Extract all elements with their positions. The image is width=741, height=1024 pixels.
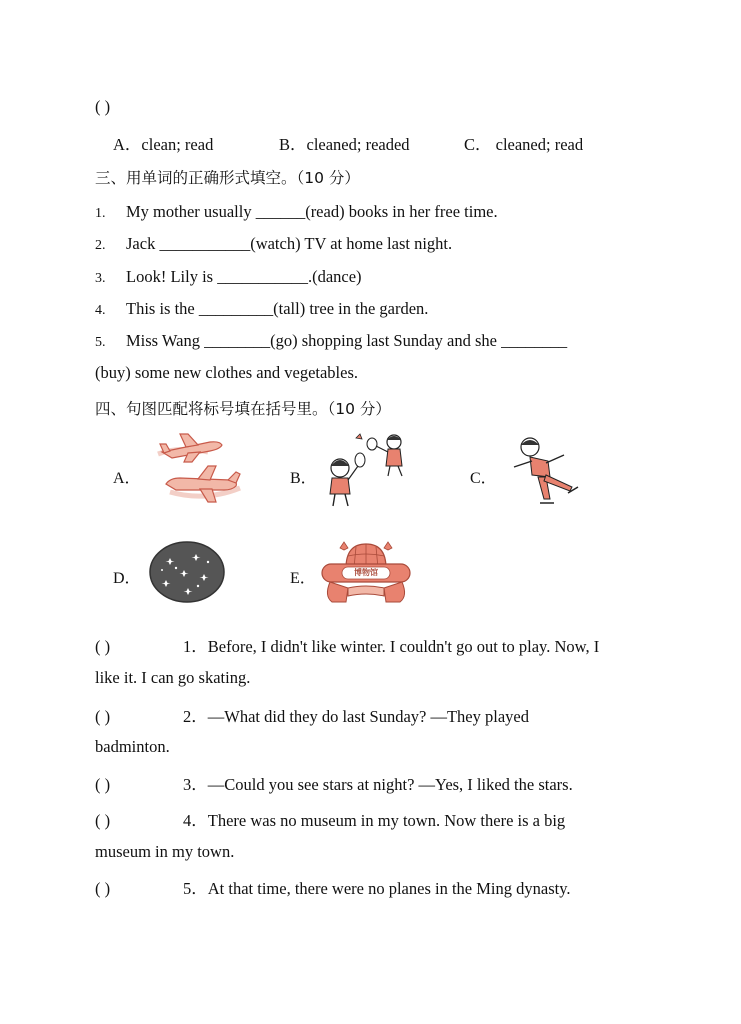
option-a: A．clean; read (113, 135, 214, 154)
picture-label-c: C． (470, 470, 497, 487)
question-text: 1．Before, I didn't like winter. I couldn't go out to play. Now, I (183, 637, 600, 656)
answer-paren: ( ) (95, 879, 111, 898)
fill-item-2 (95, 234, 452, 254)
item-number: 4. (95, 303, 106, 318)
item-number: 3. (95, 271, 106, 286)
match-question-2-continued: badminton. (95, 737, 170, 756)
museum-icon (318, 538, 414, 608)
fill-item-4 (95, 299, 428, 319)
picture-label-b: B． (290, 470, 317, 487)
skating-child-icon (510, 433, 582, 508)
section3-title: 三、用单词的正确形式填空。（10 分） (95, 169, 360, 187)
badminton-icon (326, 430, 412, 508)
fill-item-5 (95, 331, 567, 351)
match-question-5 (95, 875, 571, 899)
question-text: 5．At that time, there were no planes in the Ming dynasty. (183, 879, 571, 898)
picture-label-a: A． (113, 470, 141, 487)
answer-paren: ( ) (95, 637, 111, 656)
fill-item-5-continued: (buy) some new clothes and vegetables. (95, 363, 359, 382)
item-number: 1. (95, 206, 106, 221)
item-text: Look! Lily is ___________.(dance) (126, 267, 362, 286)
item-text: Jack ___________(watch) TV at home last night. (126, 234, 453, 253)
question-text: 3．—Could you see stars at night? —Yes, I liked the stars. (183, 775, 573, 794)
match-question-2 (95, 703, 529, 727)
picture-label-d: D． (113, 570, 141, 587)
answer-paren: ( ) (95, 707, 111, 726)
answer-paren: ( ) (95, 97, 111, 116)
section4-title: 四、句图匹配将标号填在括号里。（10 分） (95, 400, 391, 418)
match-question-1 (95, 633, 599, 657)
item-text: This is the _________(tall) tree in the garden. (126, 299, 429, 318)
question-text: 2．—What did they do last Sunday? —They played (183, 707, 529, 726)
item-number: 2. (95, 238, 106, 253)
museum-sign: 博物馆 (354, 568, 378, 577)
match-question-4 (95, 807, 565, 831)
answer-paren: ( ) (95, 775, 111, 794)
fill-item-1 (95, 202, 498, 222)
option-b: B．cleaned; readed (279, 135, 410, 154)
item-number: 5. (95, 335, 106, 350)
night-stars-icon (148, 540, 226, 604)
match-question-1-continued: like it. I can go skating. (95, 668, 251, 687)
item-text: My mother usually ______(read) books in her free time. (126, 202, 498, 221)
match-question-4-continued: museum in my town. (95, 842, 235, 861)
picture-label-e: E． (290, 570, 316, 587)
airplanes-icon (150, 432, 245, 507)
match-question-3 (95, 771, 573, 795)
answer-paren: ( ) (95, 811, 111, 830)
option-c: C． cleaned; read (464, 135, 584, 154)
question-text: 4．There was no museum in my town. Now there is a big (183, 811, 566, 830)
item-text: Miss Wang ________(go) shopping last Sunday and she ________ (126, 331, 568, 350)
fill-item-3 (95, 267, 362, 287)
